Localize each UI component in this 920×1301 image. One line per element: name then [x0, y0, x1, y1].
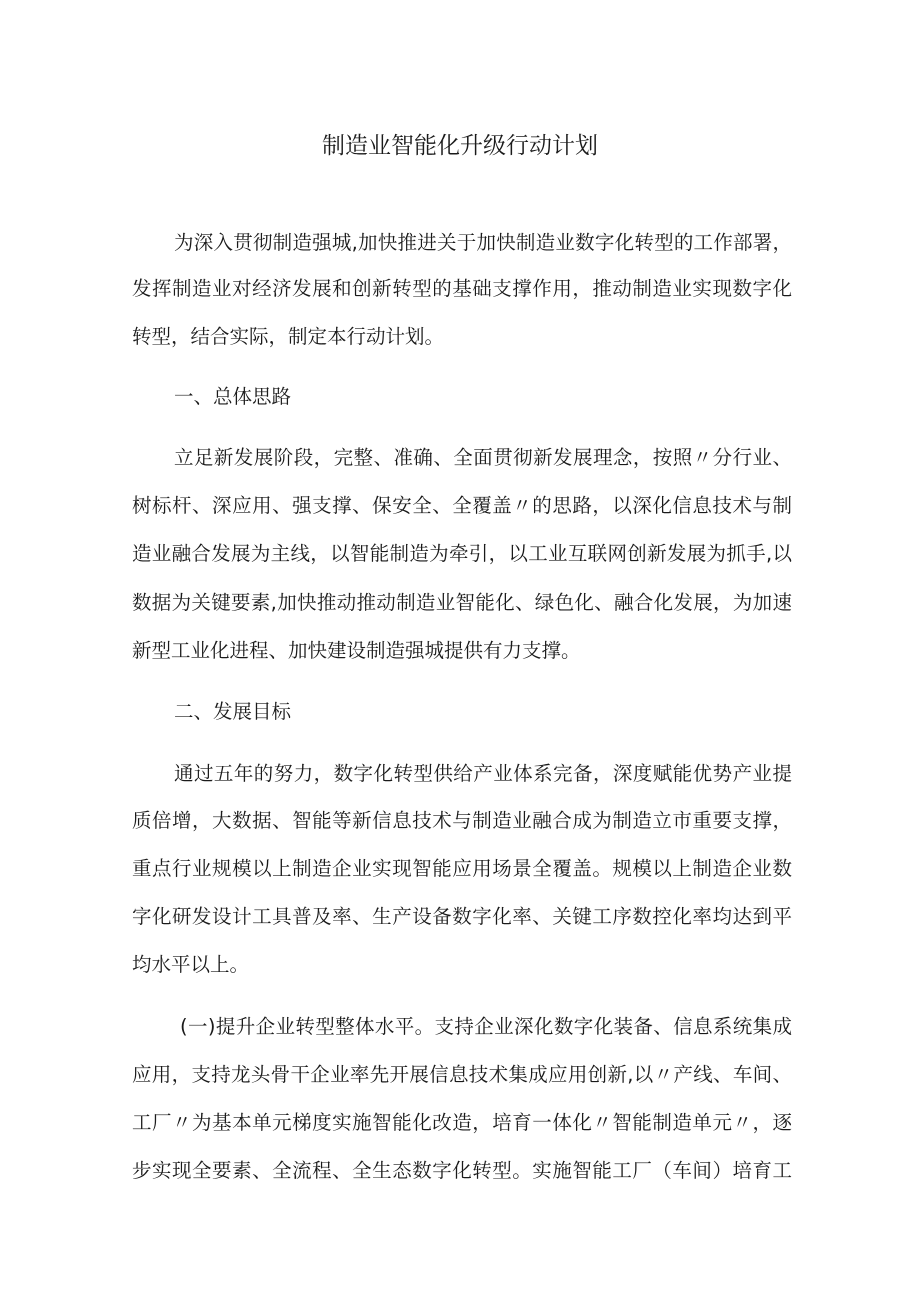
section2-line: 字化研发设计工具普及率、生产设备数字化率、关键工序数控化率均达到平: [132, 905, 792, 928]
item1-line: 工厂〃为基本单元梯度实施智能化改造，培育一体化〃智能制造单元〃，逐: [132, 1111, 792, 1134]
section1-line: 新型工业化进程、加快建设制造强城提供有力支撑。: [132, 639, 581, 662]
section-heading-development-goals: 二、发展目标: [174, 700, 292, 723]
item1-line: (一)提升企业转型整体水平。支持企业深化数字化装备、信息系统集成: [180, 1015, 792, 1038]
section1-line: 数据为关键要素,加快推动推动制造业智能化、绿色化、融合化发展，为加速: [132, 591, 792, 614]
intro-line: 发挥制造业对经济发展和创新转型的基础支撑作用，推动制造业实现数字化: [132, 277, 792, 300]
section2-line: 均水平以上。: [132, 953, 250, 976]
section1-line: 立足新发展阶段，完整、准确、全面贯彻新发展理念，按照〃分行业、: [174, 446, 792, 469]
section1-line: 树标杆、深应用、强支撑、保安全、全覆盖〃的思路，以深化信息技术与制: [132, 494, 792, 517]
section1-line: 造业融合发展为主线，以智能制造为牵引，以工业互联网创新发展为抓手,以: [132, 542, 792, 565]
item1-line: 应用，支持龙头骨干企业率先开展信息技术集成应用创新,以〃产线、车间、: [132, 1063, 792, 1086]
intro-line: 转型，结合实际，制定本行动计划。: [132, 325, 445, 348]
item1-line: 步实现全要素、全流程、全生态数字化转型。实施智能工厂（车间）培育工: [132, 1159, 792, 1182]
section2-line: 质倍增，大数据、智能等新信息技术与制造业融合成为制造立市重要支撑，: [132, 809, 792, 832]
document-title: 制造业智能化升级行动计划: [322, 133, 598, 159]
intro-line: 为深入贯彻制造强城,加快推进关于加快制造业数字化转型的工作部署，: [174, 231, 792, 254]
section-heading-overall-approach: 一、总体思路: [174, 385, 292, 408]
section2-line: 通过五年的努力，数字化转型供给产业体系完备，深度赋能优势产业提: [174, 762, 792, 785]
section2-line: 重点行业规模以上制造企业实现智能应用场景全覆盖。规模以上制造企业数: [132, 857, 792, 880]
